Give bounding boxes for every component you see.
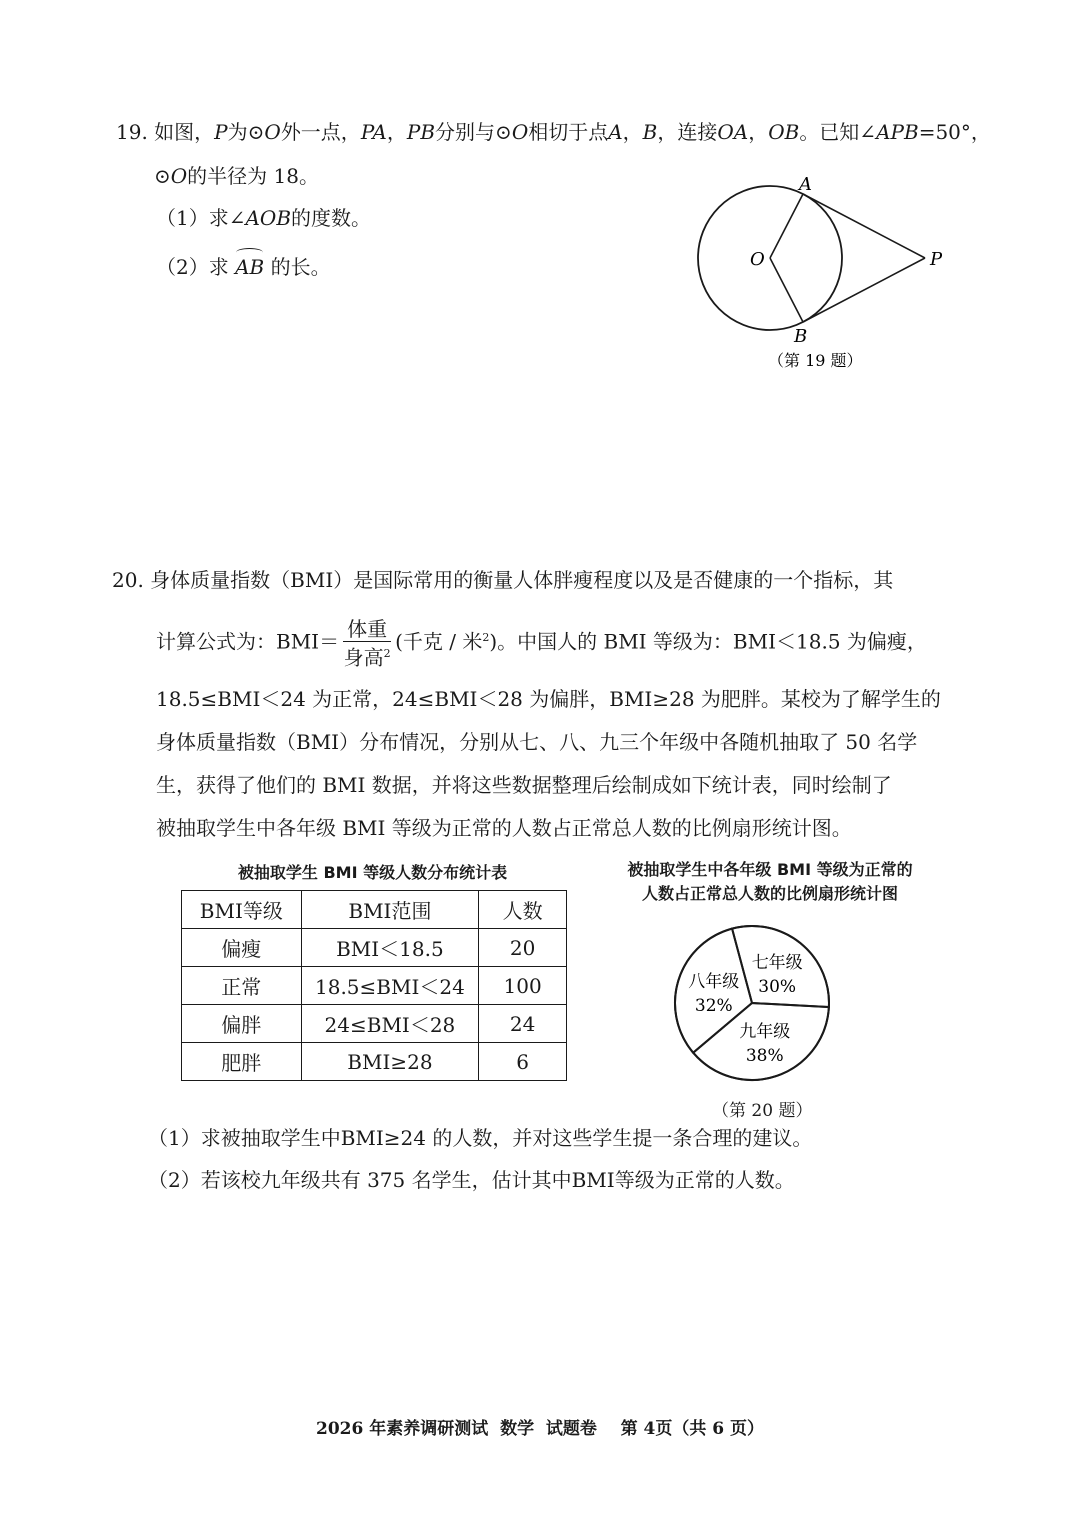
label-a: A bbox=[799, 174, 812, 195]
table-row bbox=[182, 967, 567, 1005]
q19-part2: （2）求 AB 的长。 bbox=[156, 255, 331, 279]
table-cell: 偏胖 bbox=[182, 1005, 302, 1043]
q19-number: 19. bbox=[116, 120, 148, 144]
pie-value-label: 38% bbox=[745, 1045, 784, 1066]
q19-line1: 19. 如图，P为⊙O外一点，PA，PB分别与⊙O相切于点A，B，连接OA，OB。已知∠APB=50°， bbox=[116, 120, 991, 144]
q20-caption: （第 20 题） bbox=[712, 1101, 813, 1121]
table-cell: BMI＜18.5 bbox=[301, 929, 479, 967]
bmi-pie-chart bbox=[660, 920, 860, 1100]
q20-line3: 18.5≤BMI＜24 为正常，24≤BMI＜28 为偏胖，BMI≥28 为肥胖。某校为了解学生的 bbox=[156, 687, 941, 711]
table-row bbox=[182, 1043, 567, 1081]
table-row bbox=[182, 1005, 567, 1043]
q20-part1: （1）求被抽取学生中BMI≥24 的人数，并对这些学生提一条合理的建议。 bbox=[148, 1126, 813, 1150]
q20-line5: 生，获得了他们的 BMI 数据，并将这些数据整理后绘制成如下统计表，同时绘制了 bbox=[156, 773, 892, 797]
table-cell: 100 bbox=[479, 967, 567, 1005]
table-header: 人数 bbox=[479, 891, 567, 929]
q19-line2: ⊙O的半径为 18。 bbox=[154, 164, 319, 188]
table-cell: 肥胖 bbox=[182, 1043, 302, 1081]
q19-geometry-figure bbox=[690, 170, 960, 380]
q20-line6: 被抽取学生中各年级 BMI 等级为正常的人数占正常总人数的比例扇形统计图。 bbox=[156, 816, 852, 840]
table-cell: 18.5≤BMI＜24 bbox=[301, 967, 479, 1005]
table-header-row bbox=[182, 891, 567, 929]
q20-number: 20. bbox=[112, 568, 144, 592]
table-cell: 偏瘦 bbox=[182, 929, 302, 967]
label-o: O bbox=[750, 249, 765, 270]
table-cell: 6 bbox=[479, 1043, 567, 1081]
label-p: P bbox=[930, 249, 943, 270]
table-cell: 正常 bbox=[182, 967, 302, 1005]
table-header: BMI等级 bbox=[182, 891, 302, 929]
pie-category-label: 七年级 bbox=[751, 952, 803, 973]
q19-caption: （第 19 题） bbox=[768, 351, 863, 370]
segment-ob bbox=[770, 258, 803, 322]
arc-ab: AB bbox=[235, 255, 265, 279]
page-footer: 2026 年素养调研测试 数学 试题卷 第 4页（共 6 页） bbox=[316, 1419, 764, 1439]
pie-category-label: 八年级 bbox=[688, 972, 740, 993]
tangent-pb bbox=[803, 258, 925, 322]
q20-line4: 身体质量指数（BMI）分布情况，分别从七、八、九三个年级中各随机抽取了 50 名学 bbox=[156, 730, 918, 754]
table-cell: 24 bbox=[479, 1005, 567, 1043]
q19-part1: （1）求∠AOB的度数。 bbox=[156, 206, 372, 230]
table-cell: 20 bbox=[479, 929, 567, 967]
table-title: 被抽取学生 BMI 等级人数分布统计表 bbox=[237, 863, 508, 882]
q20-line1: 20. 身体质量指数（BMI）是国际常用的衡量人体胖瘦程度以及是否健康的一个指标，其 bbox=[112, 568, 894, 592]
segment-oa bbox=[770, 194, 803, 258]
pie-value-label: 32% bbox=[694, 996, 733, 1017]
pie-category-label: 九年级 bbox=[739, 1021, 791, 1042]
tangent-pa bbox=[803, 194, 925, 258]
bmi-distribution-table bbox=[181, 890, 567, 1081]
pie-title: 被抽取学生中各年级 BMI 等级为正常的 人数占正常总人数的比例扇形统计图 bbox=[627, 860, 913, 903]
table-cell: BMI≥28 bbox=[301, 1043, 479, 1081]
q20-formula-line: 计算公式为：BMI＝ $\frac{\text{体重}}{身高^2}$ (千克 / 米$^2$)。中国人的 BMI 等级为：BMI＜18.5 为偏瘦， bbox=[156, 616, 927, 670]
bmi-formula-fraction: $\frac{\text{体重}}{身高^2}$ bbox=[343, 616, 391, 670]
label-b: B bbox=[794, 326, 808, 347]
q20-part2: （2）若该校九年级共有 375 名学生，估计其中BMI等级为正常的人数。 bbox=[148, 1168, 795, 1192]
table-row bbox=[182, 929, 567, 967]
table-header: BMI范围 bbox=[301, 891, 479, 929]
pie-value-label: 30% bbox=[758, 976, 797, 997]
table-cell: 24≤BMI＜28 bbox=[301, 1005, 479, 1043]
